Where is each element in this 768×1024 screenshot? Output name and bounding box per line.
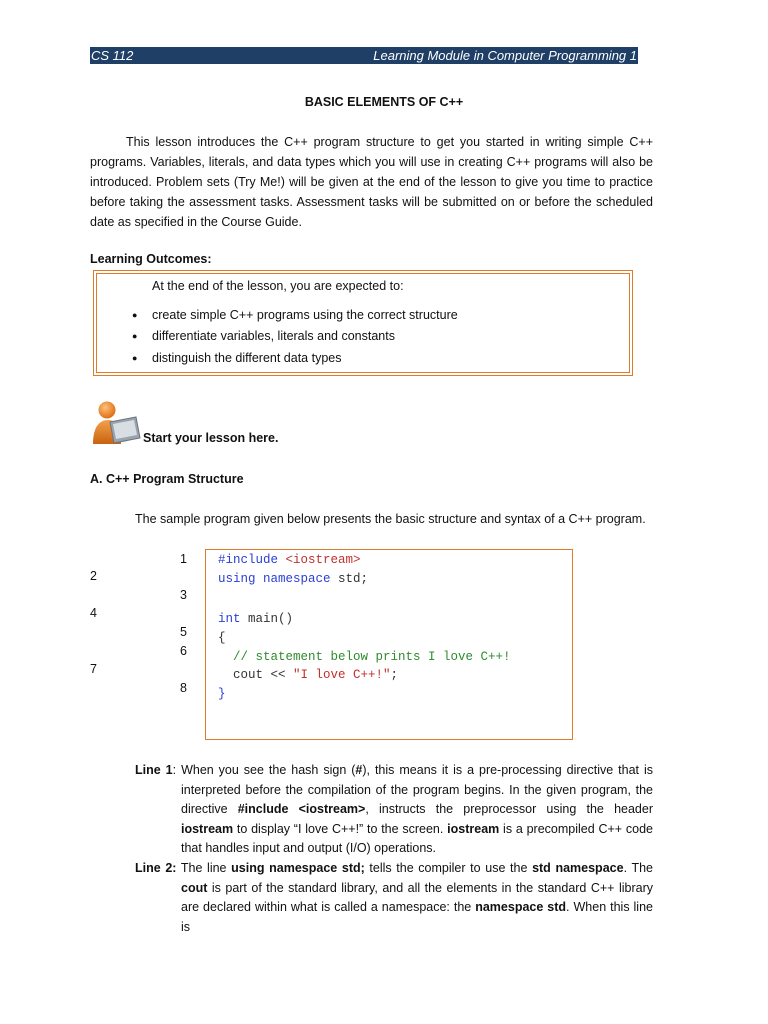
page-header	[90, 47, 638, 64]
code-line: // statement below prints I love C++!	[218, 650, 511, 664]
intro-text: This lesson introduces the C++ program structure to get you started in writing simple C++ programs. Variables, literals, and data types which you will use in creating C++ programs will also be introduced. Problem sets (Try Me!) will be given at the end of the lesson to give you time to practice before taking the assessment tasks. Assessment tasks will be submitted on or before the scheduled date as specified in the Course Guide.	[90, 135, 653, 229]
intro-paragraph	[90, 132, 653, 232]
code-line: }	[218, 687, 226, 701]
line-number: 5	[180, 625, 187, 639]
line-number: 8	[180, 681, 187, 695]
page-title: BASIC ELEMENTS OF C++	[304, 95, 464, 109]
module-title: Learning Module in Computer Programming 1	[373, 48, 637, 63]
code-line: #include <iostream>	[218, 553, 361, 567]
line-number: 7	[90, 662, 97, 676]
list-item: ● create simple C++ programs using the correct structure	[132, 307, 458, 322]
code-line: int main()	[218, 612, 294, 626]
bullet-icon: ●	[132, 309, 138, 320]
line-number: 4	[90, 606, 97, 620]
line-number: 2	[90, 569, 97, 583]
learning-outcomes-box	[93, 270, 633, 376]
section-intro: The sample program given below presents the basic structure and syntax of a C++ program.	[135, 512, 646, 526]
code-sample	[205, 549, 573, 740]
course-code: CS 112	[91, 48, 134, 63]
list-item: ● differentiate variables, literals and constants	[132, 329, 395, 344]
bullet-icon: ●	[132, 331, 138, 342]
line-number: 6	[180, 644, 187, 658]
code-line: using namespace std;	[218, 572, 369, 586]
person-laptop-icon	[90, 400, 142, 446]
code-line: cout << "I love C++!";	[218, 668, 399, 682]
learning-outcomes-lead: At the end of the lesson, you are expected to:	[152, 279, 404, 293]
learning-outcomes-list	[132, 304, 458, 369]
section-heading: A. C++ Program Structure	[90, 472, 244, 486]
list-item: ● distinguish the different data types	[132, 350, 342, 365]
line-number: 1	[180, 552, 187, 566]
line2-explanation: Line 2: The line using namespace std; tells the compiler to use the std namespace. The cout is part of the standard library, and all the elements in the standard C++ library are declared within what is called a namespace: the namespace std. When this line is	[135, 861, 653, 934]
learning-outcomes-heading: Learning Outcomes:	[90, 252, 212, 266]
line1-explanation: Line 1: When you see the hash sign (#), this means it is a pre-processing directive that is interpreted before the compilation of the program begins. In the given program, the directive #include <iostream>, instructs the preprocessor using the header iostream to display “I love C++!” to the screen. iostream is a precompiled C++ code that handles input and output (I/O) operations.	[135, 763, 654, 855]
bullet-icon: ●	[132, 352, 138, 363]
code-line: {	[218, 631, 226, 645]
start-lesson-label: Start your lesson here.	[143, 431, 279, 445]
line-number: 3	[180, 588, 187, 602]
